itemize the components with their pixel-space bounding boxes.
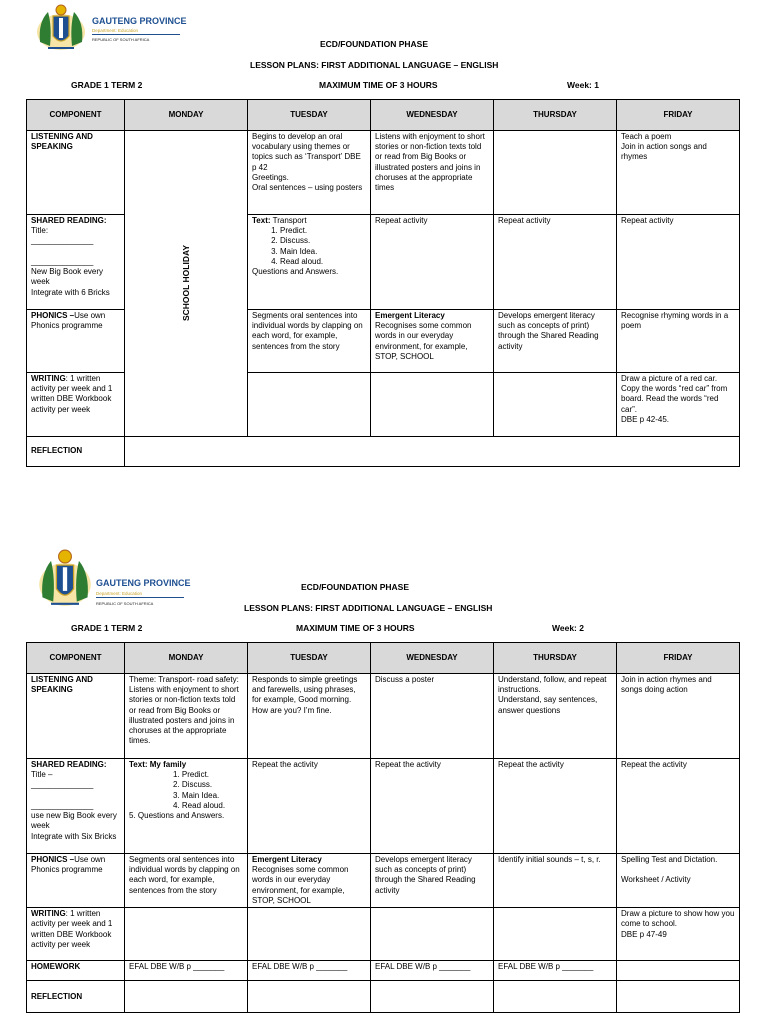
header-tuesday: TUESDAY	[248, 643, 371, 674]
week2-lesson-table	[26, 642, 740, 1013]
cell-tuesday	[248, 981, 371, 1013]
cell-friday: Draw a picture to show how you come to school. DBE p 47-49	[617, 908, 740, 961]
cell-friday: Repeat activity	[617, 215, 740, 310]
cell-tuesday: Begins to develop an oral vocabulary using themes or topics such as ‘Transport’ DBE p 42 Greetings. Oral sentences – using posters	[248, 131, 371, 215]
table-row	[27, 981, 740, 1013]
cell-tuesday: Segments oral sentences into individual words by clapping on each word, for example, sentences from the story	[248, 310, 371, 373]
cell-tuesday	[248, 908, 371, 961]
component-listening: LISTENING AND SPEAKING	[27, 674, 125, 759]
week2-section	[0, 540, 768, 1024]
header-friday: FRIDAY	[617, 100, 740, 131]
component-reflection: REFLECTION	[27, 981, 125, 1013]
cell-friday: Teach a poem Join in action songs and rhymes	[617, 131, 740, 215]
table-row	[27, 437, 740, 467]
cell-wednesday	[371, 981, 494, 1013]
header-friday: FRIDAY	[617, 643, 740, 674]
cell-tuesday: Emergent Literacy Recognises some common words in our everyday environment, for example, STOP, SCHOOL	[248, 854, 371, 908]
header-thursday: THURSDAY	[494, 643, 617, 674]
component-listening: LISTENING AND SPEAKING	[27, 131, 125, 215]
list-item: 1. Predict.	[280, 226, 366, 236]
cell-wednesday	[371, 908, 494, 961]
cell-friday: Repeat the activity	[617, 759, 740, 854]
cell-thursday: Repeat activity	[494, 215, 617, 310]
cell-wednesday: Repeat the activity	[371, 759, 494, 854]
phase-title: ECD/FOUNDATION PHASE	[301, 582, 409, 592]
cell-wednesday: Discuss a poster	[371, 674, 494, 759]
list-item: 3. Main Idea.	[280, 247, 366, 257]
cell-friday: Recognise rhyming words in a poem	[617, 310, 740, 373]
cell-thursday: Repeat the activity	[494, 759, 617, 854]
max-time: MAXIMUM TIME OF 3 HOURS	[319, 80, 438, 90]
cell-monday: Theme: Transport- road safety: Listens with enjoyment to short stories or non-fiction texts told or read from Big Books or illustrated posters and joins in choruses at the appropriate times.	[125, 674, 248, 759]
week-number: Week: 2	[552, 623, 584, 633]
list-item: 2. Discuss.	[280, 236, 366, 246]
header-thursday: THURSDAY	[494, 100, 617, 131]
component-shared-reading: SHARED READING: Title: ______________ ______________ New Big Book every week Integrate with 6 Bricks	[27, 215, 125, 310]
list-item: 4. Read aloud.	[173, 800, 226, 810]
week-number: Week: 1	[567, 80, 599, 90]
header-wednesday: WEDNESDAY	[371, 100, 494, 131]
cell-wednesday	[371, 373, 494, 437]
subject-title: LESSON PLANS: FIRST ADDITIONAL LANGUAGE – ENGLISH	[244, 603, 493, 613]
cell-monday	[125, 981, 248, 1013]
logo-country: REPUBLIC OF SOUTH AFRICA	[92, 37, 150, 42]
table-row	[27, 908, 740, 961]
logo-divider	[96, 597, 184, 598]
cell-thursday: EFAL DBE W/B p _______	[494, 961, 617, 981]
coat-of-arms-icon	[36, 544, 94, 612]
component-phonics: PHONICS –Use own Phonics programme	[27, 854, 125, 908]
list-item: 4. Read aloud.	[280, 257, 366, 267]
header-component: COMPONENT	[27, 100, 125, 131]
cell-monday: Text: My family 1. Predict. 2. Discuss. 3. Main Idea. 4. Read aloud. 5. Questions and Answers.	[125, 759, 248, 854]
component-phonics: PHONICS –Use own Phonics programme	[27, 310, 125, 373]
component-writing: WRITING: 1 written activity per week and 1 written DBE Workbook activity per week	[27, 373, 125, 437]
table-row	[27, 759, 740, 854]
list-item: 2. Discuss.	[173, 780, 213, 790]
cell-thursday: Understand, follow, and repeat instructions. Understand, say sentences, answer questions	[494, 674, 617, 759]
cell-tuesday	[248, 373, 371, 437]
cell-tuesday: Text: Transport 1. Predict. 2. Discuss. 3. Main Idea. 4. Read aloud. Questions and Answers.	[248, 215, 371, 310]
header-monday: MONDAY	[125, 643, 248, 674]
cell-thursday	[494, 981, 617, 1013]
gauteng-logo	[34, 2, 187, 54]
table-row	[27, 854, 740, 908]
cell-wednesday: Emergent Literacy Recognises some common words in our everyday environment, for example, STOP, SCHOOL	[371, 310, 494, 373]
list-item: 1. Predict.	[173, 770, 210, 780]
cell-wednesday: Repeat activity	[371, 215, 494, 310]
component-shared-reading: SHARED READING: Title – ______________ ______________ use new Big Book every week Integrate with Six Bricks	[27, 759, 125, 854]
cell-thursday: Develops emergent literacy such as concepts of print) through the Shared Reading activity	[494, 310, 617, 373]
week1-lesson-table	[26, 99, 740, 467]
cell-thursday: Identify initial sounds – t, s, r.	[494, 854, 617, 908]
reading-steps-list	[252, 226, 366, 267]
table-header-row	[27, 100, 740, 131]
list-item: 3. Main Idea.	[173, 790, 220, 800]
cell-tuesday: Responds to simple greetings and farewells, using phrases, for example, Good morning. How are you? I’m fine.	[248, 674, 371, 759]
cell-friday: Draw a picture of a red car. Copy the words “red car” from board. Read the words “red car”. DBE p 42-45.	[617, 373, 740, 437]
monday-holiday-cell	[125, 131, 248, 437]
phase-title: ECD/FOUNDATION PHASE	[320, 39, 428, 49]
logo-divider	[92, 34, 180, 35]
cell-monday	[125, 908, 248, 961]
component-writing: WRITING: 1 written activity per week and 1 written DBE Workbook activity per week	[27, 908, 125, 961]
grade-term: GRADE 1 TERM 2	[71, 80, 143, 90]
cell-wednesday: EFAL DBE W/B p _______	[371, 961, 494, 981]
cell-friday: Spelling Test and Dictation. Worksheet / Activity	[617, 854, 740, 908]
cell-wednesday: Develops emergent literacy such as concepts of print) through the Shared Reading activity	[371, 854, 494, 908]
grade-term: GRADE 1 TERM 2	[71, 623, 143, 633]
cell-tuesday: EFAL DBE W/B p _______	[248, 961, 371, 981]
cell-monday: Segments oral sentences into individual words by clapping on each word, for example, sentences from the story	[125, 854, 248, 908]
table-row	[27, 131, 740, 215]
week1-section	[0, 0, 768, 480]
school-holiday-label: SCHOOL HOLIDAY	[180, 245, 191, 322]
max-time: MAXIMUM TIME OF 3 HOURS	[296, 623, 415, 633]
component-homework: HOMEWORK	[27, 961, 125, 981]
cell-friday	[617, 981, 740, 1013]
cell-tuesday: Repeat the activity	[248, 759, 371, 854]
header-wednesday: WEDNESDAY	[371, 643, 494, 674]
table-header-row	[27, 643, 740, 674]
cell-monday: EFAL DBE W/B p _______	[125, 961, 248, 981]
subject-title: LESSON PLANS: FIRST ADDITIONAL LANGUAGE – ENGLISH	[250, 60, 499, 70]
cell-thursday	[494, 131, 617, 215]
table-row	[27, 674, 740, 759]
cell-friday: Join in action rhymes and songs doing action	[617, 674, 740, 759]
cell-reflection	[125, 437, 740, 467]
cell-thursday	[494, 373, 617, 437]
cell-friday	[617, 961, 740, 981]
header-tuesday: TUESDAY	[248, 100, 371, 131]
table-row	[27, 961, 740, 981]
header-component: COMPONENT	[27, 643, 125, 674]
logo-department: Department: Education	[92, 28, 139, 33]
cell-wednesday: Listens with enjoyment to short stories or non-fiction texts told or read from Big Books or illustrated posters and joins in choruses at the appropriate times	[371, 131, 494, 215]
logo-department: Department: Education	[96, 591, 143, 596]
coat-of-arms-icon	[34, 2, 88, 54]
component-reflection: REFLECTION	[27, 437, 125, 467]
logo-country: REPUBLIC OF SOUTH AFRICA	[96, 601, 154, 606]
logo-title: GAUTENG PROVINCE	[96, 578, 191, 588]
gauteng-logo	[36, 544, 191, 596]
cell-thursday	[494, 908, 617, 961]
logo-title: GAUTENG PROVINCE	[92, 16, 187, 26]
header-monday: MONDAY	[125, 100, 248, 131]
